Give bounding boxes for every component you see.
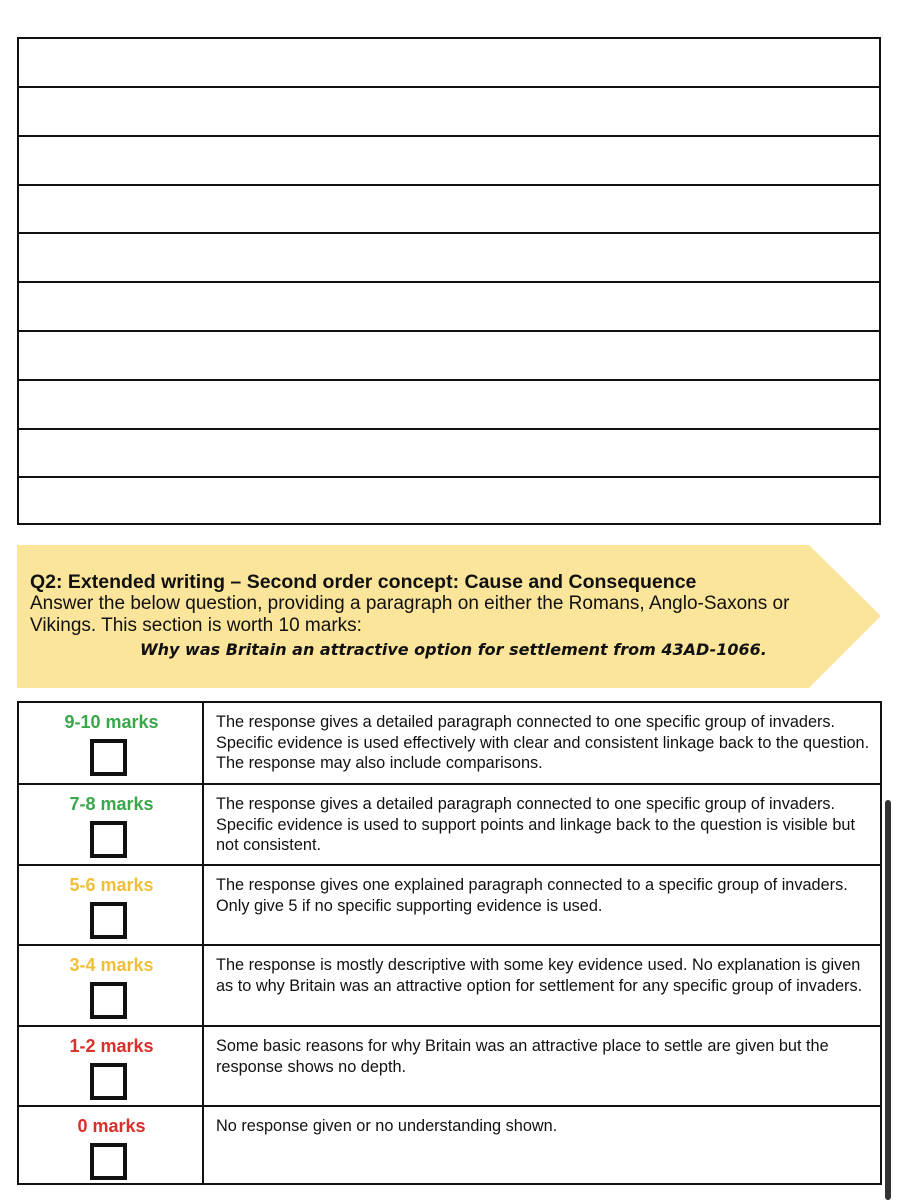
mark-row — [19, 703, 880, 783]
mark-label: 9-10 marks — [64, 712, 159, 732]
vertical-scrollbar[interactable] — [885, 800, 891, 1200]
mark-description: No response given or no understanding shown. — [216, 1117, 558, 1135]
mark-row — [19, 1105, 880, 1183]
mark-scheme-table — [17, 701, 882, 1185]
mark-description: Some basic reasons for why Britain was an attractive place to settle are given but the response shows no depth. — [216, 1037, 829, 1076]
mark-description: The response gives one explained paragraph connected to a specific group of invaders. Only give 5 if no specific supporting evidence is used. — [216, 876, 848, 915]
mark-description: The response gives a detailed paragraph connected to one specific group of invaders. Specific evidence is used to support points and linkage back to the question is visible but not consistent. — [216, 795, 855, 854]
writing-line — [19, 281, 879, 283]
mark-cell — [19, 946, 204, 1025]
writing-line — [19, 232, 879, 234]
writing-line — [19, 135, 879, 137]
mark-description: The response gives a detailed paragraph connected to one specific group of invaders. Specific evidence is used effectively with clear and consistent linkage back to the question. The response may also include comparisons. — [216, 713, 870, 772]
writing-line — [19, 330, 879, 332]
mark-cell — [19, 1027, 204, 1105]
writing-line — [19, 428, 879, 430]
question-instruction: Answer the below question, providing a paragraph on either the Romans, Anglo-Saxons or Vikings. This section is worth 10 marks: — [30, 593, 790, 636]
mark-checkbox[interactable] — [90, 821, 127, 858]
mark-row — [19, 864, 880, 944]
mark-checkbox[interactable] — [90, 982, 127, 1019]
mark-row — [19, 1025, 880, 1105]
mark-row — [19, 944, 880, 1025]
mark-label: 5-6 marks — [69, 875, 154, 895]
mark-checkbox[interactable] — [90, 1143, 127, 1180]
writing-line — [19, 184, 879, 186]
writing-line — [19, 379, 879, 381]
question-title: Q2: Extended writing – Second order concept: Cause and Consequence — [30, 571, 697, 593]
answer-lines-box[interactable] — [17, 37, 881, 525]
mark-row — [19, 783, 880, 864]
mark-checkbox[interactable] — [90, 902, 127, 939]
mark-label: 1-2 marks — [69, 1036, 154, 1056]
mark-label: 7-8 marks — [69, 794, 154, 814]
question-prompt: Why was Britain an attractive option for settlement from 43AD-1066. — [140, 640, 767, 659]
writing-line — [19, 86, 879, 88]
question-banner — [17, 545, 881, 688]
mark-label: 3-4 marks — [69, 955, 154, 975]
writing-line — [19, 476, 879, 478]
mark-cell — [19, 866, 204, 944]
mark-description: The response is mostly descriptive with some key evidence used. No explanation is given as to why Britain was an attractive option for settlement for any specific group of invaders. — [216, 956, 863, 995]
mark-checkbox[interactable] — [90, 739, 127, 776]
mark-checkbox[interactable] — [90, 1063, 127, 1100]
mark-label: 0 marks — [77, 1116, 146, 1136]
mark-cell — [19, 785, 204, 864]
mark-cell — [19, 703, 204, 783]
mark-cell — [19, 1107, 204, 1183]
